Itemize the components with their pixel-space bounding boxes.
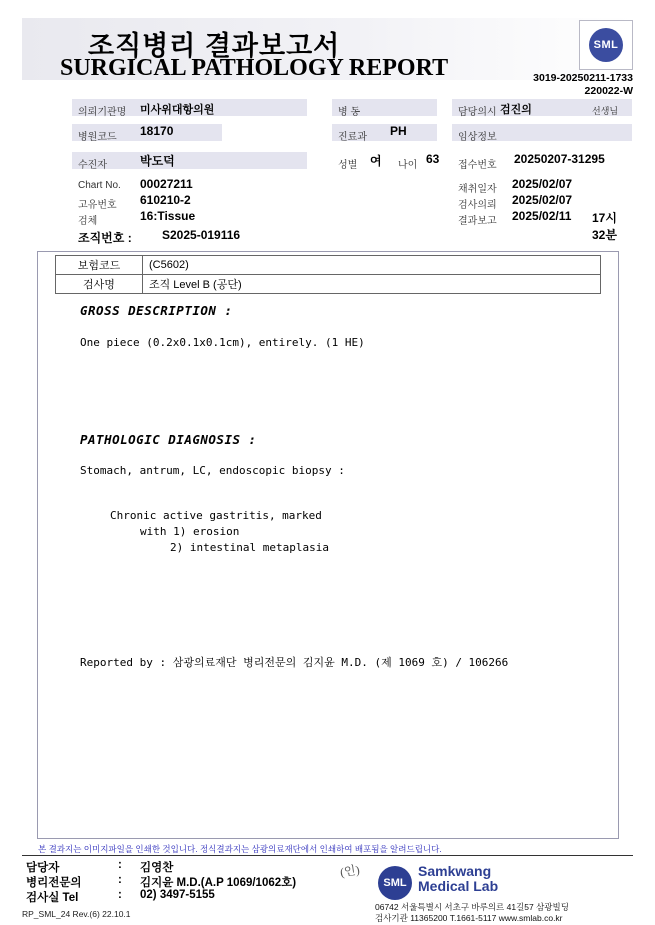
chart-no-label: Chart No. bbox=[78, 180, 121, 191]
received-date-label: 검사의뢰 bbox=[458, 200, 497, 211]
contact-colon-2: : bbox=[118, 874, 122, 886]
barcode-id bbox=[533, 72, 633, 98]
contact-label-1: 담당자 bbox=[26, 862, 60, 874]
contact-colon-3: : bbox=[118, 889, 122, 901]
form-revision: RP_SML_24 Rev.(6) 22.10.1 bbox=[22, 909, 131, 919]
contact-label-3: 검사실 Tel bbox=[26, 892, 79, 904]
department-value: PH bbox=[390, 124, 407, 138]
page-title-en: SURGICAL PATHOLOGY REPORT bbox=[60, 55, 449, 81]
institution-value: 미사위대항의원 bbox=[140, 104, 215, 116]
doctor-label: 담당의시 bbox=[458, 107, 497, 118]
age-value: 63 bbox=[426, 152, 440, 166]
contact-value-3: 02) 3497-5155 bbox=[140, 889, 215, 901]
patient-name-label: 수진자 bbox=[78, 160, 107, 171]
field-shade bbox=[72, 152, 307, 169]
sex-label: 성별 bbox=[338, 160, 358, 171]
footer-divider bbox=[22, 855, 633, 856]
unique-no-value: 610210-2 bbox=[140, 193, 191, 207]
barcode-id-line1: 3019-20250211-1733 bbox=[533, 72, 633, 84]
lab-address-line1: 06742 서울특별시 서초구 바루의르 41길57 삼광빌딩 bbox=[375, 902, 569, 912]
doctor-value: 검진의 bbox=[500, 104, 532, 116]
chart-no-value: 00027211 bbox=[140, 177, 193, 191]
specimen-label: 검체 bbox=[78, 216, 98, 227]
insurance-code-label: 보험코드 bbox=[56, 256, 143, 275]
reported-by-line: Reported by : 삼광의료재단 병리전문의 김지윤 M.D. (제 1069 호) / 106266 bbox=[80, 656, 509, 669]
contact-value-1: 김영찬 bbox=[140, 862, 174, 874]
diagnosis-line-2: with 1) erosion bbox=[140, 525, 240, 538]
table-row bbox=[56, 275, 601, 294]
hospital-code-value: 18170 bbox=[140, 124, 174, 138]
diagnosis-line-1: Chronic active gastritis, marked bbox=[110, 509, 322, 522]
contact-label-2: 병리전문의 bbox=[26, 877, 82, 889]
lab-name-line1: Samkwang bbox=[418, 863, 492, 879]
table-row bbox=[56, 256, 601, 275]
hospital-code-label: 병원코드 bbox=[78, 132, 117, 143]
unique-no-label: 고유번호 bbox=[78, 200, 117, 211]
code-table bbox=[55, 255, 601, 294]
department-label: 진료과 bbox=[338, 132, 367, 143]
ward-label: 병 동 bbox=[338, 107, 361, 118]
reported-date-value: 2025/02/11 bbox=[512, 209, 572, 223]
test-name-value: 조직 Level B (공단) bbox=[143, 275, 601, 294]
gross-description-text: One piece (0.2x0.1x0.1cm), entirely. (1 HE) bbox=[80, 336, 365, 349]
page-title-ko: 조직병리 결과보고서 bbox=[88, 31, 341, 61]
reported-date-label: 결과보고 bbox=[458, 216, 497, 227]
lab-address-line2: 검사기관 11365200 T.1661-5117 www.smlab.co.kr bbox=[375, 913, 563, 923]
received-date-value: 2025/02/07 bbox=[512, 193, 573, 207]
clinical-info-label: 임상정보 bbox=[458, 132, 497, 143]
lab-address bbox=[375, 902, 655, 924]
accession-value: 20250207-31295 bbox=[514, 152, 605, 166]
age-label: 나이 bbox=[398, 160, 418, 171]
institution-label: 의뢰기관명 bbox=[78, 107, 127, 118]
pathology-no-value: S2025-019116 bbox=[162, 228, 241, 242]
sml-logo-box bbox=[579, 20, 633, 70]
test-name-label: 검사명 bbox=[56, 275, 143, 294]
pathologic-diagnosis-heading: PATHOLOGIC DIAGNOSIS : bbox=[80, 432, 257, 447]
patient-name-value: 박도덕 bbox=[140, 154, 175, 168]
collected-date-value: 2025/02/07 bbox=[512, 177, 573, 191]
lab-name bbox=[418, 864, 498, 894]
barcode-id-line2: 220022-W bbox=[584, 85, 633, 97]
diagnosis-site: Stomach, antrum, LC, endoscopic biopsy : bbox=[80, 464, 345, 477]
sex-value: 여 bbox=[370, 154, 382, 168]
footer-note: 본 결과지는 이미지파일을 인쇄한 것입니다. 정식결과지는 삼광의료재단에서 인쇄하여 배포됨을 알려드립니다. bbox=[38, 844, 442, 854]
doctor-suffix: 선생님 bbox=[592, 106, 619, 116]
gross-description-heading: GROSS DESCRIPTION : bbox=[80, 303, 233, 318]
sml-logo-icon: SML bbox=[589, 28, 623, 62]
patient-info bbox=[22, 96, 633, 246]
contact-colon-1: : bbox=[118, 859, 122, 871]
seal-stamp: (인) bbox=[339, 862, 361, 880]
contact-value-2: 김지윤 M.D.(A.P 1069/1062호) bbox=[140, 877, 297, 889]
insurance-code-value: (C5602) bbox=[143, 256, 601, 275]
specimen-value: 16:Tissue bbox=[140, 209, 196, 223]
lab-logo-icon: SML bbox=[378, 866, 412, 900]
reported-time-value: 17시 32분 bbox=[592, 211, 617, 242]
pathology-no-label: 조직번호 : bbox=[78, 231, 132, 245]
collected-date-label: 채취일자 bbox=[458, 184, 497, 195]
lab-name-line2: Medical Lab bbox=[418, 878, 499, 894]
diagnosis-line-3: 2) intestinal metaplasia bbox=[170, 541, 329, 554]
accession-label: 접수번호 bbox=[458, 160, 497, 171]
